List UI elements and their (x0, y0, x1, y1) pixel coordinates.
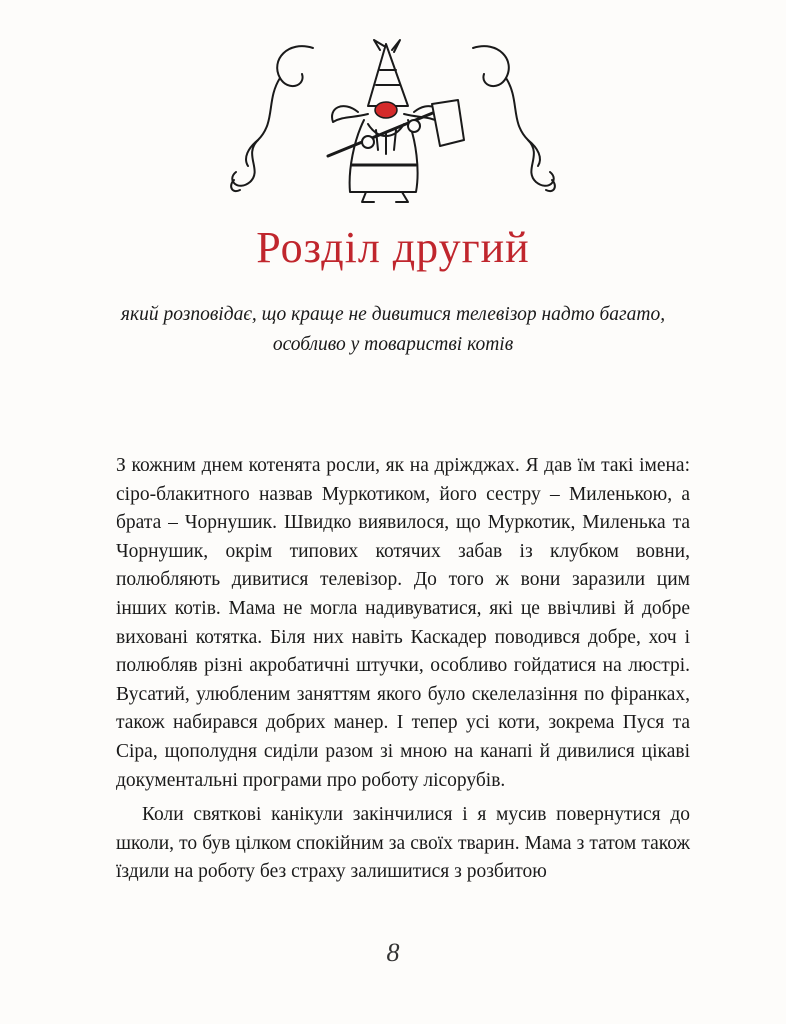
subtitle-line: особливо у товаристві котів (272, 334, 514, 355)
chapter-title: Розділ другий (256, 223, 530, 272)
gnome-figure (328, 40, 464, 202)
chapter-illustration (218, 30, 568, 220)
subtitle-line: який розповідає, що краще не дивитися телевізор надто багато, (120, 304, 666, 325)
paragraph: З кожним днем котенята росли, як на дріжджах. Я дав їм такі імена: сіро-блакитного назвав Муркотиком, його сестру – Миленькою, а брата – Чорнушик. Швидко виявилося, що Муркотик, Миленька та Чорнушик, окрім типових котячих забав із клубком вовни, полюбляють дивитися телевізор. До того ж вони заразили цим інших котів. Мама не могла надивуватися, які це ввічливі й добре виховані котятка. Біля них навіть Каскадер поводився добре, хоч і полюбляв різні акробатичні штучки, особливо гойдатися на люстрі. Вусатий, улюбленим заняттям якого було скелелазіння по фіранках, також набирався добрих манер. І тепер усі коти, зокрема Пуся та Сіра, щополудня сиділи разом зі мною на канапі й дивилися цікаві документальні програми про роботу лісорубів. (116, 455, 690, 791)
body-text (116, 452, 690, 887)
chapter-subtitle (0, 300, 786, 360)
red-nose (375, 102, 397, 118)
right-swirl-ornament (473, 46, 555, 191)
paragraph: Коли святкові канікули закінчилися і я мусив повернутися до школи, то був цілком спокійним за своїх тварин. Мама з татом також їздили на роботу без страху залишитися з розбитою (116, 804, 690, 883)
left-swirl-ornament (231, 46, 313, 191)
page-number: 8 (386, 938, 400, 967)
